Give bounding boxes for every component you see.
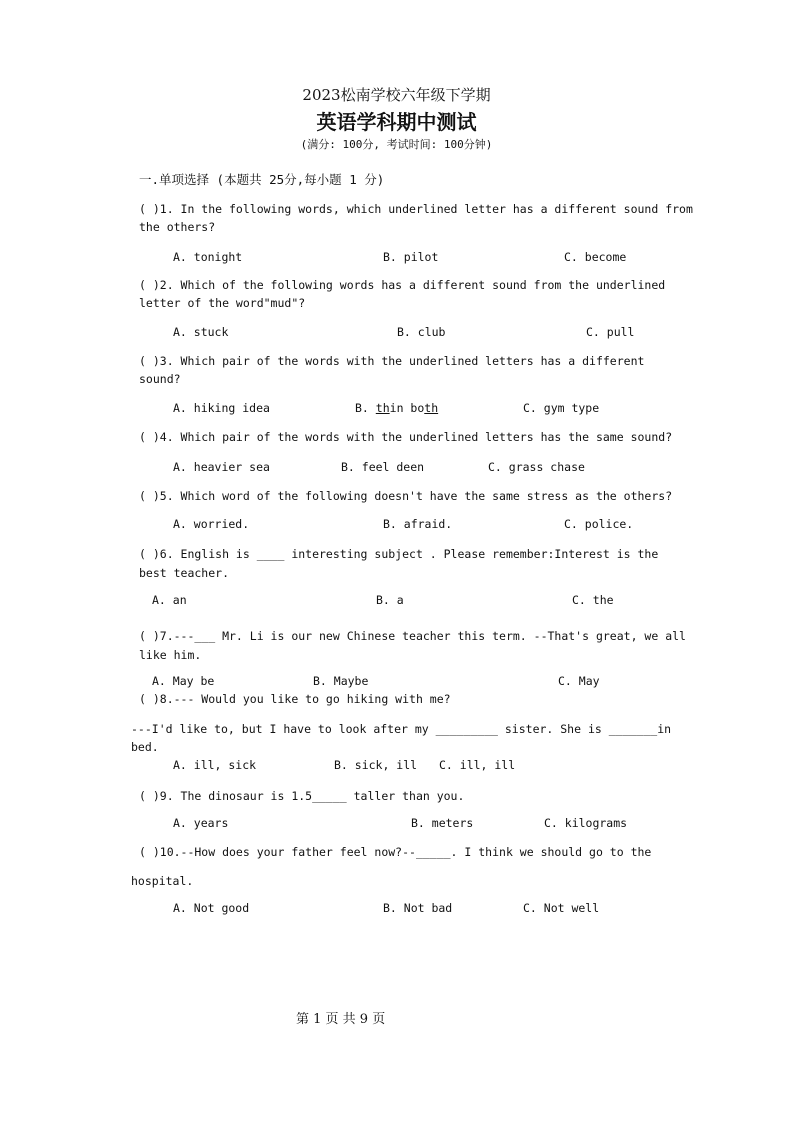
question-4-option-c: C. grass chase [488,460,585,474]
question-5-option-c: C. police. [564,517,634,531]
question-3-stem-line-2: sound? [139,372,181,386]
question-7-option-b: B. Maybe [313,674,369,688]
question-1-stem-line-2: the others? [139,220,216,234]
question-7-stem-line-1: ( )7.---___ Mr. Li is our new Chinese teacher this term. --That's great, we all [139,629,686,643]
question-1-stem-line-1: ( )1. In the following words, which underlined letter has a different sound from [139,202,693,216]
question-4-stem-line-1: ( )4. Which pair of the words with the underlined letters has the same sound? [139,430,673,444]
question-9-stem-line-1: ( )9. The dinosaur is 1.5_____ taller than you. [139,789,465,803]
question-1-option-c: C. become [564,250,627,264]
question-8-option-b: B. sick, ill [334,758,418,772]
question-10-stem-line-2: hospital. [131,874,194,888]
question-6-option-b: B. a [376,593,404,607]
question-3-option-a: A. hiking idea [173,401,270,415]
question-6-option-c: C. the [572,593,614,607]
question-7-option-c: C. May [558,674,600,688]
question-2-option-c: C. pull [586,325,635,339]
question-9-option-a: A. years [173,816,229,830]
question-2-option-b: B. club [397,325,446,339]
question-5-option-b: B. afraid. [383,517,453,531]
page-number-footer: 第 1 页 共 9 页 [296,1012,386,1027]
question-7-stem-line-2: like him. [139,648,202,662]
question-6-option-a: A. an [152,593,187,607]
question-6-stem-line-1: ( )6. English is ____ interesting subject . Please remember:Interest is the [139,547,659,561]
question-1-option-b: B. pilot [383,250,439,264]
question-5-option-a: A. worried. [173,517,250,531]
question-4-option-b: B. feel deen [341,460,425,474]
question-10-option-c: C. Not well [523,901,600,915]
question-2-stem-line-2: letter of the word"mud"? [139,296,306,310]
question-8-stem-line-1: ( )8.--- Would you like to go hiking with me? [139,692,451,706]
exam-title: 英语学科期中测试 [316,110,477,134]
question-4-option-a: A. heavier sea [173,460,270,474]
underlined-letters: th [375,401,390,415]
question-3-option-b [355,401,438,415]
question-1-option-a: A. tonight [173,250,243,264]
question-3-stem-line-1: ( )3. Which pair of the words with the underlined letters has a different [139,354,645,368]
question-2-stem-line-1: ( )2. Which of the following words has a different sound from the underlined [139,278,666,292]
section-title: 一.单项选择 (本题共 25分,每小题 1 分) [139,172,385,187]
question-2-option-a: A. stuck [173,325,229,339]
question-6-stem-line-2: best teacher. [139,566,230,580]
question-8-option-a: A. ill, sick [173,758,257,772]
question-8-stem-line-3: bed. [131,740,159,754]
question-5-stem-line-1: ( )5. Which word of the following doesn't have the same stress as the others? [139,489,673,503]
question-3-option-b-middle: in bo [389,401,425,415]
question-10-stem-line-1: ( )10.--How does your father feel now?--_____. I think we should go to the [139,845,652,859]
question-8-option-c: C. ill, ill [439,758,516,772]
question-3-option-c: C. gym type [523,401,600,415]
question-9-option-c: C. kilograms [544,816,628,830]
question-10-option-b: B. Not bad [383,901,453,915]
question-3-option-b-label: B. [355,401,376,415]
question-7-option-a: A. May be [152,674,215,688]
question-8-stem-line-2: ---I'd like to, but I have to look after my _________ sister. She is _______in [131,722,672,736]
underlined-letters: th [424,401,439,415]
exam-school-term: 2023松南学校六年级下学期 [302,86,491,104]
question-9-option-b: B. meters [411,816,474,830]
exam-score-time: (满分: 100分, 考试时间: 100分钟) [300,138,493,151]
question-10-option-a: A. Not good [173,901,250,915]
